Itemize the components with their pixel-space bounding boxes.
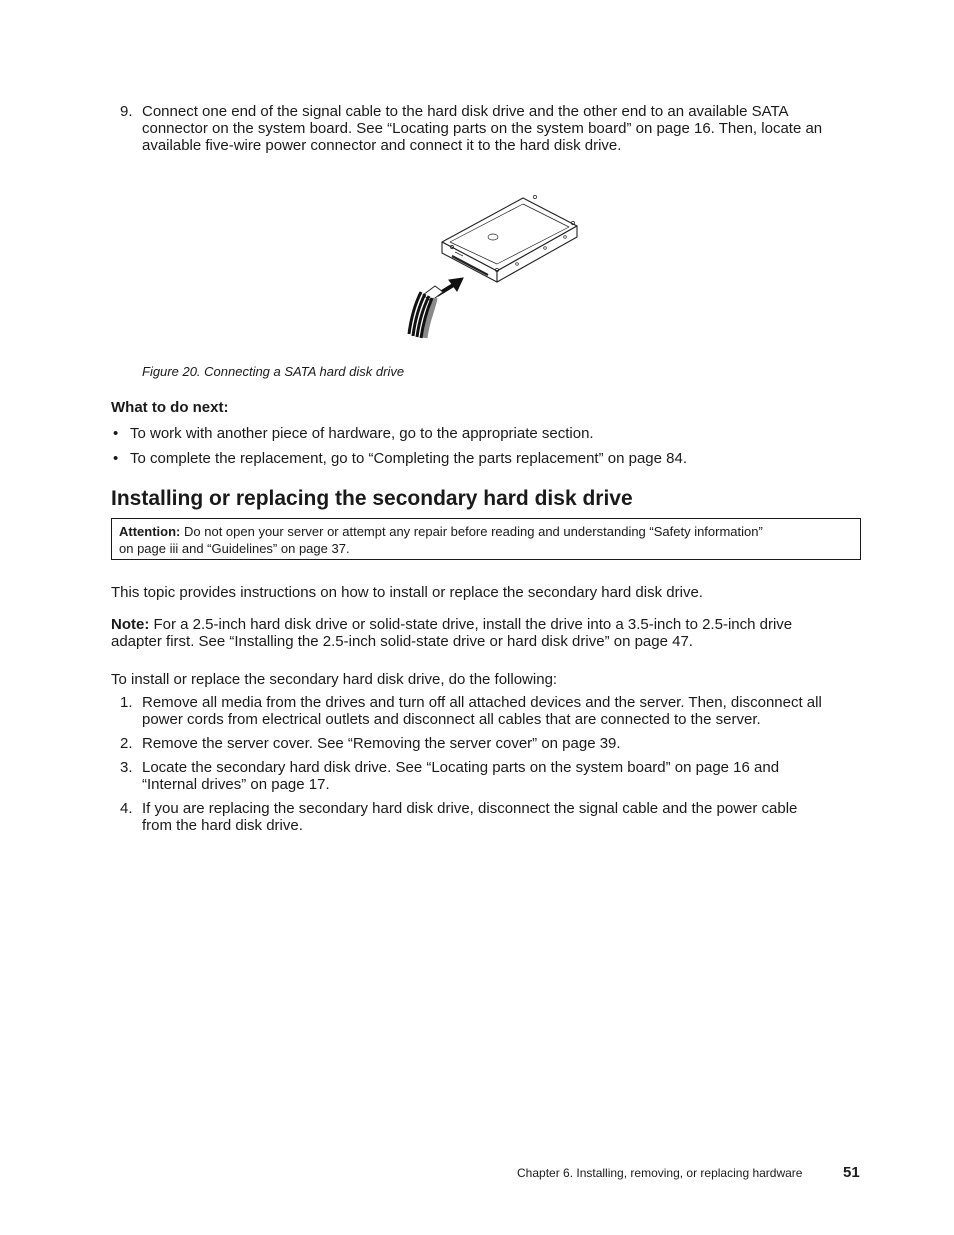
step-line: Remove the server cover. See “Removing the server cover” on page 39. [142,735,621,752]
attention-label: Attention: [119,524,181,539]
procedure-intro: To install or replace the secondary hard disk drive, do the following: [111,671,558,688]
step-number: 1. [120,694,133,711]
step-number: 3. [120,759,133,776]
step-text [142,694,867,728]
next-heading: What to do next: [111,399,229,416]
note-text: For a 2.5-inch hard disk drive or solid-state drive, install the drive into a 3.5-inch to 2.5-inch drive [153,616,793,633]
footer-chapter: Chapter 6. Installing, removing, or replacing hardware [517,1166,803,1180]
page-number: 51 [843,1164,860,1181]
note-paragraph [111,616,866,650]
attention-line-2: on page iii and “Guidelines” on page 37. [119,541,350,556]
note-line [111,616,866,633]
attention-line-1 [119,524,763,539]
step-9-line: available five-wire power connector and connect it to the hard disk drive. [142,137,622,154]
step-number: 2. [120,735,133,752]
step-line: Remove all media from the drives and turn off all attached devices and the server. Then, disconnect all [142,694,822,711]
attention-text: Do not open your server or attempt any repair before reading and understanding “Safety information” [184,524,763,539]
note-line: adapter first. See “Installing the 2.5-inch solid-state drive or hard disk drive” on page 47. [111,633,693,650]
step-9-line: Connect one end of the signal cable to the hard disk drive and the other end to an available SATA [142,103,789,120]
note-label: Note: [111,616,150,633]
attention-box [111,518,861,560]
step-text [142,759,867,793]
step-line: “Internal drives” on page 17. [142,776,330,793]
step-9-line: connector on the system board. See “Locating parts on the system board” on page 16. Then, locate an [142,120,823,137]
step-line: Locate the secondary hard disk drive. See “Locating parts on the system board” on page 16 and [142,759,780,776]
hard-disk-drive-illustration [405,190,605,340]
step-line: from the hard disk drive. [142,817,303,834]
step-number: 4. [120,800,133,817]
step-line: If you are replacing the secondary hard disk drive, disconnect the signal cable and the power cable [142,800,798,817]
list-item: To work with another piece of hardware, go to the appropriate section. [130,425,594,442]
step-9-text [142,103,867,154]
figure-caption: Figure 20. Connecting a SATA hard disk drive [142,364,405,379]
bullet: • [113,425,119,442]
list-item: To complete the replacement, go to “Completing the parts replacement” on page 84. [130,450,687,467]
intro-paragraph: This topic provides instructions on how to install or replace the secondary hard disk drive. [111,584,703,601]
step-text [142,735,867,752]
bullet: • [113,450,119,467]
step-number: 9. [120,103,133,120]
step-text [142,800,867,834]
step-line: power cords from electrical outlets and disconnect all cables that are connected to the server. [142,711,761,728]
section-title: Installing or replacing the secondary hard disk drive [111,487,633,510]
